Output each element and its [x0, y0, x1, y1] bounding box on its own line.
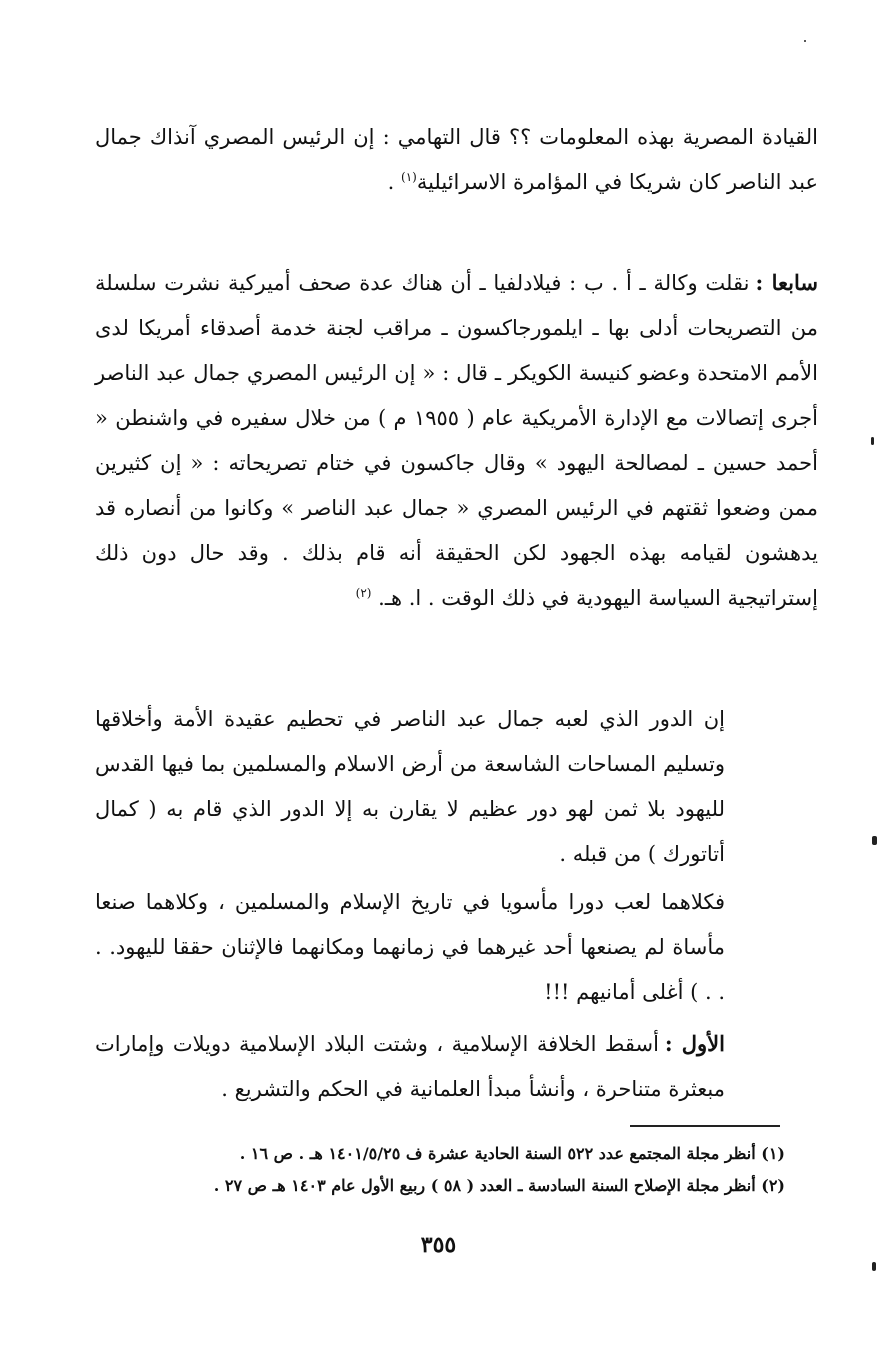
paragraph-both: [95, 880, 725, 1015]
scan-speck: [872, 1262, 876, 1271]
paragraph-end: .: [387, 170, 401, 194]
scan-speck: [871, 437, 874, 445]
paragraph-role: [95, 697, 725, 877]
paragraph-label: الأول :: [664, 1031, 725, 1056]
footnote-2: (٢) أنظر مجلة الإصلاح السنة السادسة ـ العدد ( ٥٨ ) ربيع الأول عام ١٤٠٣ هـ ص ٢٧ .: [213, 1176, 785, 1195]
paragraph-continuation: [95, 115, 818, 205]
paragraph-text: القيادة المصرية بهذه المعلومات ؟؟ قال التهامي : إن الرئيس المصري آنذاك جمال عبد الناصر كان شريكا في المؤامرة الاسرائيلية: [95, 125, 818, 194]
footnote-ref-1[interactable]: (١): [401, 170, 417, 184]
paragraph-seventh: [95, 260, 818, 621]
paragraph-first: [95, 1021, 725, 1112]
footnote-ref-2[interactable]: (٢): [355, 586, 372, 600]
page-number: ٣٥٥: [420, 1232, 457, 1258]
paragraph-label: سابعا :: [755, 270, 818, 295]
paragraph-text: نقلت وكالة ـ أ . ب : فيلادلفيا ـ أن هناك عدة صحف أميركية نشرت سلسلة من التصريحات أدلى بها ـ ايلمورجاكسون ـ مراقب لجنة خدمة أصدقاء أمريكا لدى الأمم الامتحدة وعضو كنيسة الكويكر ـ قال : « إن الرئيس المصري جمال عبد الناصر أجرى إتصالات مع الإدارة الأمريكية عام ( ١٩٥٥ م ) من خلال سفيره في واشنطن « أحمد حسين ـ لمصالحة اليهود » وقال جاكسون في ختام تصريحاته : « إن كثيرين ممن وضعوا ثقتهم في الرئيس المصري « جمال عبد الناصر » وكانوا من أنصاره قد يدهشون لقيامه بهذه الجهود لكن الحقيقة أنه قام بذلك . وقد حال دون ذلك إستراتيجية السياسة اليهودية في ذلك الوقت . ا. هـ.: [95, 271, 818, 610]
paragraph-text: أسقط الخلافة الإسلامية ، وشتت البلاد الإسلامية دويلات وإمارات مبعثرة متناحرة ، وأنشأ مبدأ العلمانية في الحكم والتشريع .: [95, 1032, 725, 1101]
footnotes: [95, 1138, 785, 1202]
scan-speck: [804, 40, 806, 42]
scan-speck: [872, 836, 877, 845]
paragraph-text: فكلاهما لعب دورا مأسويا في تاريخ الإسلام والمسلمين ، وكلاهما صنعا مأساة لم يصنعها أحد غيرهما في زمانهما ومكانهما فالإثنان حققا لليهود. . . . ) أغلى أمانيهم !!!: [95, 890, 725, 1004]
footnote-divider: [630, 1125, 780, 1127]
paragraph-text: إن الدور الذي لعبه جمال عبد الناصر في تحطيم عقيدة الأمة وأخلاقها وتسليم المساحات الشاسعة من أرض الاسلام والمسلمين بما فيها القدس لليهود بلا ثمن لهو دور عظيم لا يقارن به إلا الدور الذي قام به ( كمال أتاتورك ) من قبله .: [95, 707, 725, 866]
footnote-1: (١) أنظر مجلة المجتمع عدد ٥٢٢ السنة الحادية عشرة ف ١٤٠١/٥/٢٥ هـ . ص ١٦ .: [239, 1144, 785, 1163]
